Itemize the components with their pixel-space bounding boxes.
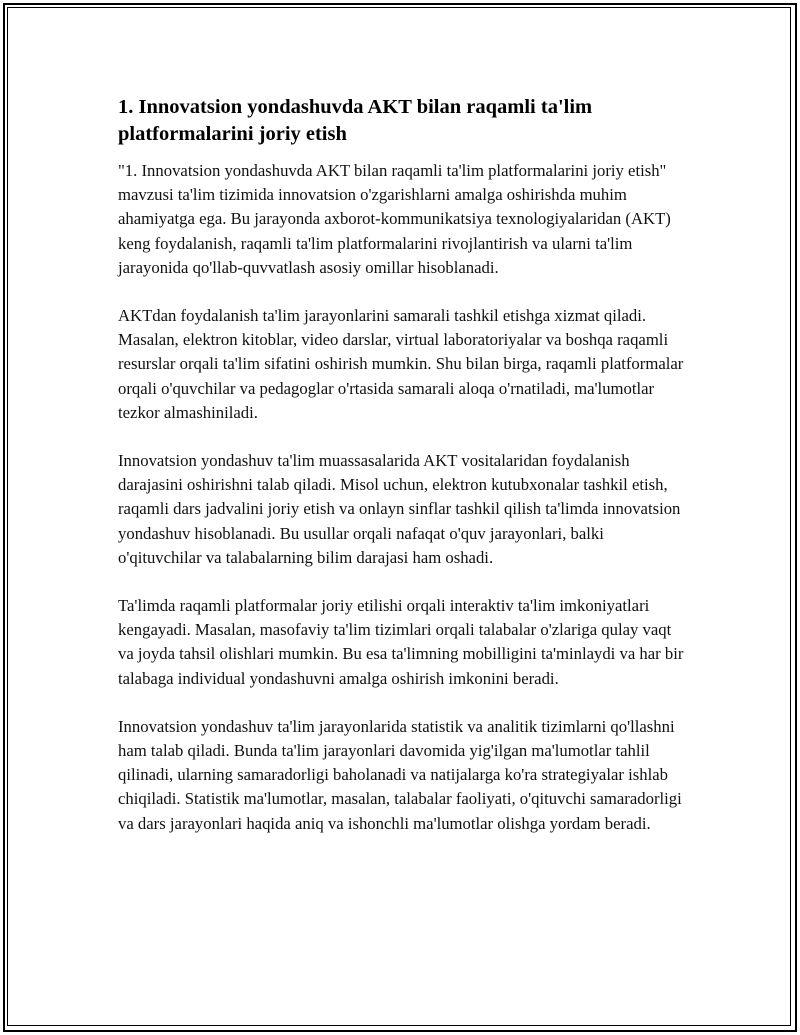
paragraph-1: "1. Innovatsion yondashuvda AKT bilan raqamli ta'lim platformalarini joriy etish" mavzusi ta'lim tizimida innovatsion o'zgarishlarni amalga oshirishda muhim ahamiyatga ega. Bu jarayonda axborot-kommunikatsiya texnologiyalaridan (AKT) keng foydalanish, raqamli ta'lim platformalarini rivojlantirish va ularni ta'lim jarayonida qo'llab-quvvatlash asosiy omillar hisoblanadi. [118,161,671,277]
paragraph-2: AKTdan foydalanish ta'lim jarayonlarini samarali tashkil etishga xizmat qiladi. Masalan, elektron kitoblar, video darslar, virtual laboratoriyalar va boshqa raqamli resurslar orqali ta'lim sifatini oshirish mumkin. Shu bilan birga, raqamli platformalar orqali o'quvchilar va pedagoglar o'rtasida samarali aloqa o'rnatiladi, ma'lumotlar tezkor almashiniladi. [118,306,684,422]
document-body [118,94,684,860]
section-heading: 1. Innovatsion yondashuvda AKT bilan raqamli ta'lim platformalarini joriy etish [118,96,593,145]
paragraph-4: Ta'limda raqamli platformalar joriy etilishi orqali interaktiv ta'lim imkoniyatlari kengayadi. Masalan, masofaviy ta'lim tizimlari orqali talabalar o'zlariga qulay vaqt va joyda tahsil olishlari mumkin. Bu esa ta'limning mobilligini ta'minlaydi va har bir talabaga individual yondashuvni amalga oshirish imkonini beradi. [118,596,684,688]
paragraph-3: Innovatsion yondashuv ta'lim muassasalarida AKT vositalaridan foydalanish darajasini oshirishni talab qiladi. Misol uchun, elektron kutubxonalar tashkil etish, raqamli dars jadvalini joriy etish va onlayn sinflar tashkil qilish ta'limda innovatsion yondashuv hisoblanadi. Bu usullar orqali nafaqat o'quv jarayonlari, balki o'qituvchilar va talabalarning bilim darajasi ham oshadi. [118,451,681,567]
paragraph-5: Innovatsion yondashuv ta'lim jarayonlarida statistik va analitik tizimlarni qo'llashni ham talab qiladi. Bunda ta'lim jarayonlari davomida yig'ilgan ma'lumotlar tahlil qilinadi, ularning samaradorligi baholanadi va natijalarga ko'ra strategiyalar ishlab chiqiladi. Statistik ma'lumotlar, masalan, talabalar faoliyati, o'qituvchi samaradorligi va dars jarayonlari haqida aniq va ishonchli ma'lumotlar olishga yordam beradi. [118,716,682,833]
